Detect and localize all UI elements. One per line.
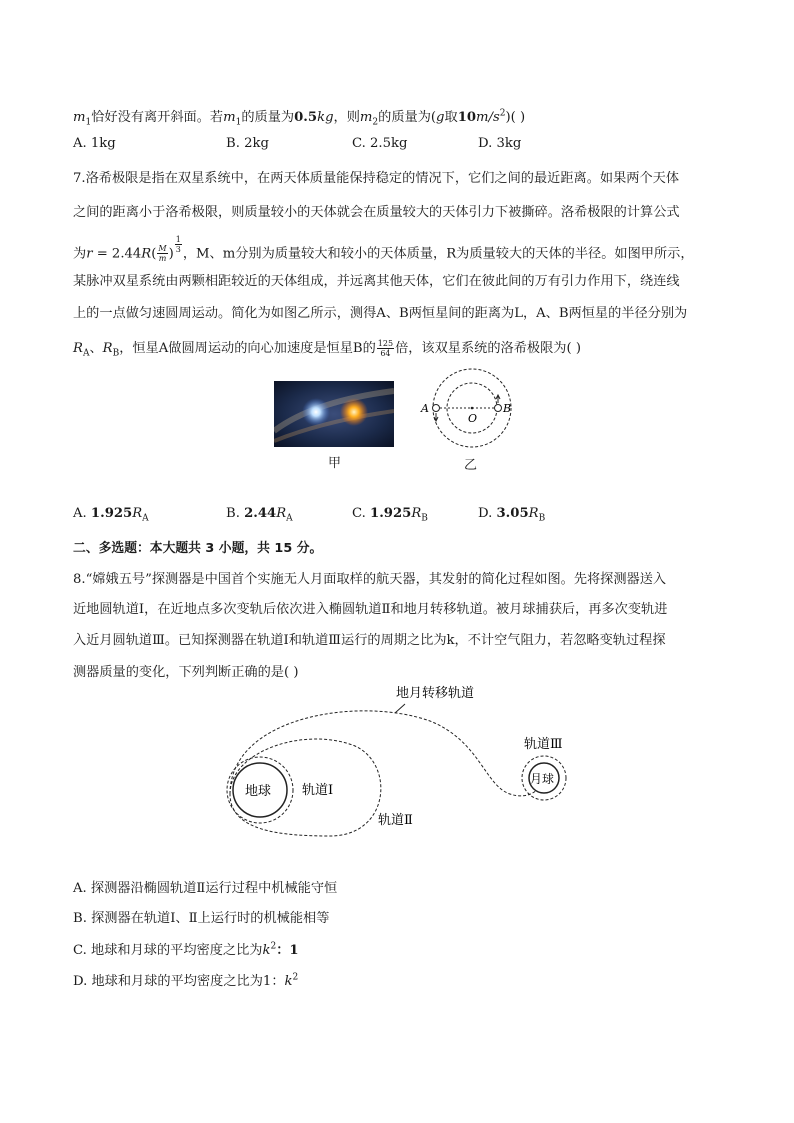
star-b — [495, 405, 502, 412]
q7-line-3: 为r = 2.44R( $\frac{M}{m}$ ) $^{\frac{1}{3}}$ ，M、m分别为质量较大和较小的天体质量，R为质量较大的天体的半径。如图甲所示， — [73, 235, 694, 264]
q8-option-d[interactable]: D. 地球和月球的平均密度之比为1：$k^2$ — [73, 972, 299, 989]
label-o: O — [468, 412, 478, 425]
q7-option-d[interactable]: D. $3.05R_B$ — [478, 506, 546, 524]
section-2-title: 二、多选题：本大题共 3 小题，共 15 分。 — [73, 541, 323, 556]
q7-line-6: $R_A$、$R_B$，恒星A做圆周运动的向心加速度是恒星B的 $\frac{125}{64}$ 倍，该双星系统的洛希极限为( ) — [73, 339, 581, 359]
orange-star — [340, 398, 368, 426]
q7-line-5: 上的一点做匀速圆周运动。简化为如图乙所示，测得A、B两恒星间的距离为L，A、B两恒星的半径分别为 — [73, 306, 688, 321]
figure-jia-caption: 甲 — [328, 456, 342, 471]
q8-option-b[interactable]: B. 探测器在轨道Ⅰ、Ⅱ上运行时的机械能相等 — [73, 911, 330, 926]
center-o — [471, 407, 474, 410]
q7-option-a[interactable]: A. $1.925R_A$ — [73, 506, 149, 524]
q7-line-1: 7.洛希极限是指在双星系统中，在两天体质量能保持稳定的情况下，它们之间的最近距离。如果两个天体 — [73, 171, 680, 186]
q8-line-3: 入近月圆轨道Ⅲ。已知探测器在轨道Ⅰ和轨道Ⅲ运行的周期之比为k，不计空气阻力，若忽略变轨过程探 — [73, 633, 666, 648]
star-a — [433, 405, 440, 412]
q8-line-4: 测器质量的变化，下列判断正确的是( ) — [73, 665, 299, 680]
q8-option-c[interactable]: C. 地球和月球的平均密度之比为$k^2$：1 — [73, 941, 299, 958]
figure-chang-e-orbits — [210, 676, 580, 846]
q7-line-4: 某脉冲双星系统由两颗相距较近的天体组成，并远离其他天体，它们在彼此间的万有引力作用下，绕连线 — [73, 274, 680, 289]
label-orbit-3: 轨道Ⅲ — [524, 737, 563, 752]
label-earth: 地球 — [245, 784, 272, 799]
figure-jia-binary-star-photo — [274, 381, 394, 447]
velocity-arrow-b — [496, 395, 500, 403]
transfer-label-pointer — [395, 704, 405, 713]
q7-option-c[interactable]: C. $1.925R_B$ — [352, 506, 428, 524]
label-orbit-2: 轨道Ⅱ — [378, 813, 413, 828]
q7-line-2: 之间的距离小于洛希极限，则质量较小的天体就会在质量较大的天体引力下被撕碎。洛希极限的计算公式 — [73, 205, 680, 220]
label-a: A — [421, 402, 429, 415]
q6-option-c[interactable]: C. 2.5kg — [352, 136, 408, 151]
label-b: B — [503, 402, 512, 415]
figure-yi-caption: 乙 — [464, 458, 478, 473]
acceleration-ratio-fraction: $\frac{125}{64}$ — [377, 339, 394, 358]
q8-option-a[interactable]: A. 探测器沿椭圆轨道Ⅱ运行过程中机械能守恒 — [73, 881, 338, 896]
q8-line-2: 近地圆轨道Ⅰ，在近地点多次变轨后依次进入椭圆轨道Ⅱ和地月转移轨道。被月球捕获后，再多次变轨进 — [73, 602, 668, 617]
q6-tail-line: $m_1$恰好没有离开斜面。若$m_1$的质量为0.5kg，则$m_2$的质量为(g取$10m/s^2$)( ) — [73, 108, 526, 128]
q6-option-a[interactable]: A. 1kg — [73, 136, 116, 151]
q6-option-d[interactable]: D. 3kg — [478, 136, 522, 151]
q7-option-b[interactable]: B. $2.44R_A$ — [226, 506, 293, 524]
blue-star — [302, 398, 330, 426]
mass-ratio-fraction: $\frac{M}{m}$ — [158, 244, 167, 264]
q8-line-1: 8.“嫦娥五号”探测器是中国首个实施无人月面取样的航天器，其发射的简化过程如图。先将探测器送入 — [73, 572, 667, 587]
q6-option-b[interactable]: B. 2kg — [226, 136, 269, 151]
label-orbit-1: 轨道Ⅰ — [302, 783, 334, 798]
label-moon: 月球 — [530, 772, 555, 786]
figure-yi-binary-orbit-diagram — [416, 366, 526, 450]
label-transfer-orbit: 地月转移轨道 — [396, 686, 475, 701]
